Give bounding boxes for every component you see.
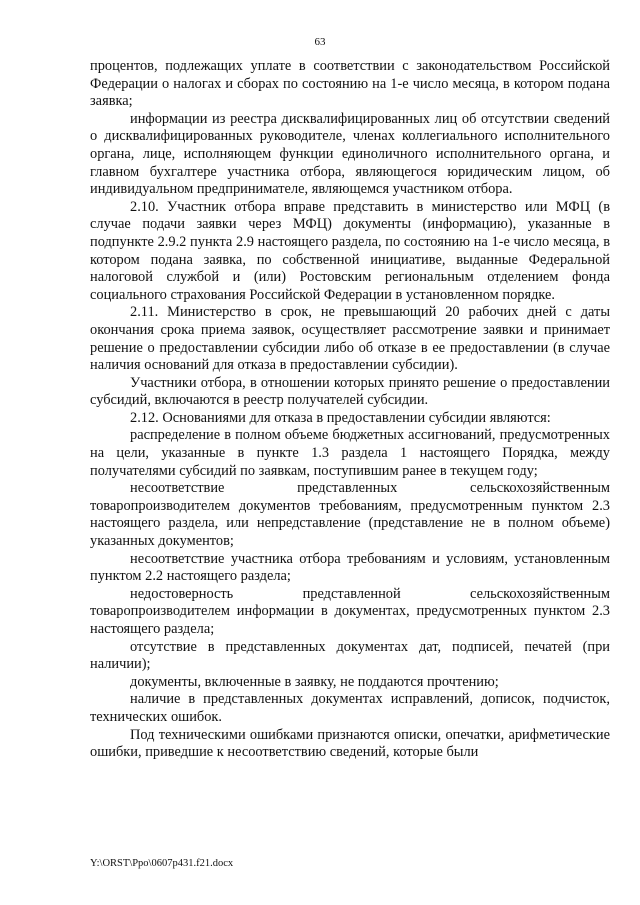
paragraph: наличие в представленных документах исправлений, дописок, подчисток, технических ошибок. [90,691,610,725]
paragraph: информации из реестра дисквалифицированных лиц об отсутствии сведений о дисквалифицированных руководителе, членах коллегиального исполнительного органа, лице, исполняющем функции единоличного исполнительного органа, и главном бухгалтере участника отбора, являющегося юридическим лицом, об индивидуальном предпринимателе, являющемся участником отбора. [90,110,610,198]
page-number: 63 [314,36,326,48]
paragraph: распределение в полном объеме бюджетных ассигнований, предусмотренных на цели, указанные в пункте 1.3 раздела 1 настоящего Порядка, между получателями субсидий по заявкам, поступившим ранее в текущем году; [90,427,610,479]
paragraph: 2.10. Участник отбора вправе представить в министерство или МФЦ (в случае подачи заявки через МФЦ) документы (информацию), указанные в подпункте 2.9.2 пункта 2.9 настоящего раздела, по состоянию на 1-е число месяца, в котором подана заявка, по собственной инициативе, выданные Федеральной налоговой службой и (или) Ростовским региональным отделением фонда социального страхования Российской Федерации в установленном порядке. [90,198,610,303]
document-body [90,58,610,762]
paragraph: документы, включенные в заявку, не поддаются прочтению; [130,673,499,690]
paragraph: недостоверность представленной сельскохозяйственным товаропроизводителем информации в документах, предусмотренных пунктом 2.3 настоящего раздела; [90,585,610,637]
paragraph: несоответствие представленных сельскохозяйственным товаропроизводителем документов требованиям, предусмотренным пунктом 2.3 настоящего раздела, или непредставление (представление не в полном объеме) указанных документов; [90,480,610,550]
paragraph: 2.11. Министерство в срок, не превышающий 20 рабочих дней с даты окончания срока приема заявок, осуществляет рассмотрение заявки и принимает решение о предоставлении субсидии либо об отказе в ее предоставлении (в случае наличия оснований для отказа в предоставлении субсидии). [90,304,610,374]
footer-file-path: Y:\ORST\Ppo\0607p431.f21.docx [90,858,234,869]
paragraph: процентов, подлежащих уплате в соответствии с законодательством Российской Федерации о налогах и сборах по состоянию на 1-е число месяца, в котором подана заявка; [90,58,610,110]
paragraph: Участники отбора, в отношении которых принято решение о предоставлении субсидий, включаются в реестр получателей субсидии. [90,374,610,409]
paragraph: отсутствие в представленных документах дат, подписей, печатей (при наличии); [90,638,610,673]
paragraph: несоответствие участника отбора требованиям и условиям, установленным пунктом 2.2 настоящего раздела; [90,550,610,585]
paragraph: 2.12. Основаниями для отказа в предоставлении субсидии являются: [130,409,551,426]
paragraph: Под техническими ошибками признаются описки, опечатки, арифметические ошибки, приведшие к несоответствию сведений, которые были [90,726,610,761]
